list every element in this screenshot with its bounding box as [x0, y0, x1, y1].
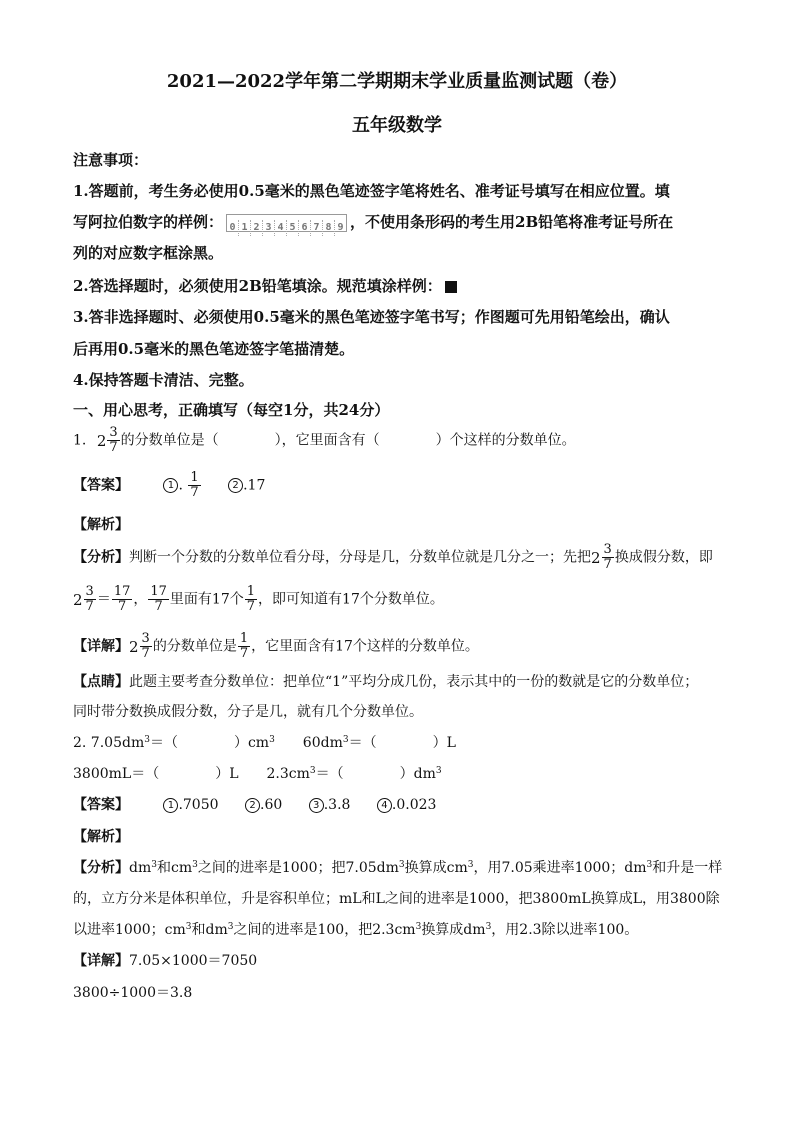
- equals: ＝: [96, 591, 111, 608]
- q1-tip-line-2: 同时带分数换成假分数，分子是几，就有几个分数单位。: [73, 704, 423, 720]
- numerator: 3: [603, 542, 612, 557]
- question-1-text: 的分数单位是（ ），它里面含有（ ）个这样的分数单位。: [120, 432, 576, 449]
- q2-detail-line-2: 3800÷1000＝3.8: [73, 985, 193, 1001]
- text: dm: [129, 860, 152, 876]
- numerator: 1: [190, 470, 199, 485]
- fraction: [107, 426, 119, 455]
- document-title: 2021—2022学年第二学期期末学业质量监测试题（卷）: [166, 71, 628, 92]
- answer-value: .17: [243, 477, 266, 494]
- q1-detail: [73, 632, 479, 661]
- digit-sample: 0: [227, 220, 239, 236]
- circled-number: 2: [245, 798, 260, 813]
- analysis-tag: 【解析】: [73, 829, 129, 845]
- text: 此题主要考查分数单位：把单位“1”平均分成几份，表示其中的一份的数就是它的分数单位；: [129, 674, 699, 690]
- text: 之间的进率是100，把2.3cm: [233, 922, 416, 938]
- text: ＝（ ）cm: [149, 735, 270, 751]
- denominator: 7: [239, 646, 249, 661]
- xiangjie-tag: 【详解】: [73, 953, 129, 969]
- q2-analysis-line-1: [73, 858, 722, 878]
- digit-sample: 4: [275, 220, 287, 236]
- fraction: [112, 585, 133, 614]
- section-1-heading: 一、用心思考，正确填写（每空1分，共24分）: [73, 401, 390, 419]
- answer-value: .60: [260, 797, 283, 813]
- fraction: [245, 585, 257, 614]
- q1-analysis-line-2: [73, 585, 444, 614]
- note-2: [73, 276, 457, 296]
- fraction: [140, 632, 152, 661]
- mixed-whole: 2: [129, 637, 139, 656]
- question-2-line-1: [73, 733, 456, 753]
- denominator: 7: [190, 485, 199, 500]
- denominator: 7: [141, 646, 150, 661]
- digit-sample: 7: [311, 220, 323, 236]
- note-4: 4.保持答题卡清洁、完整。: [73, 371, 254, 389]
- text: 和dm: [191, 922, 228, 938]
- superscript: 3: [185, 922, 192, 932]
- note-1-line-a: 1.答题前，考生务必使用0.5毫米的黑色笔迹签字笔将姓名、准考证号填写在相应位置。填: [73, 182, 670, 200]
- superscript: 3: [646, 860, 653, 870]
- digit-sample: 5: [287, 220, 299, 236]
- fraction: [602, 543, 614, 572]
- answer-tag: 【答案】: [73, 797, 129, 813]
- denominator: 7: [148, 599, 169, 614]
- dianjing-tag: 【点睛】: [73, 674, 129, 690]
- superscript: 3: [192, 860, 198, 870]
- fenxi-tag: 【分析】: [73, 549, 129, 566]
- superscript: 3: [398, 860, 405, 870]
- text: 换算成dm: [421, 922, 486, 938]
- note-2-text: 2.答选择题时，必须使用2B铅笔填涂。规范填涂样例：: [73, 277, 442, 295]
- mixed-whole: 2: [73, 590, 83, 609]
- fraction: [238, 632, 250, 661]
- fraction: [188, 471, 200, 500]
- note-3-line-b: 后再用0.5毫米的黑色笔迹签字笔描清楚。: [73, 340, 355, 358]
- text: 和升是一样: [652, 860, 723, 876]
- digit-sample: 9: [337, 222, 344, 233]
- digit-sample: 6: [299, 220, 311, 236]
- answer-value: .3.8: [323, 797, 351, 813]
- denominator: 7: [246, 599, 256, 614]
- text: 和cm: [156, 860, 193, 876]
- denominator: 7: [112, 599, 133, 614]
- text: 3800mL＝（ ）L 2.3cm: [73, 766, 310, 782]
- superscript: 3: [485, 922, 492, 932]
- digit-sample-box: [226, 214, 347, 232]
- numerator: 17: [113, 584, 131, 599]
- numerator: 17: [150, 584, 167, 599]
- denominator: 7: [603, 557, 612, 572]
- text: 判断一个分数的分数单位看分母，分母是几，分数单位就是几分之一；先把: [129, 549, 591, 566]
- numerator: 1: [246, 584, 256, 599]
- circled-number: 2: [228, 478, 243, 493]
- text: 以进率1000；cm: [73, 922, 186, 938]
- question-number: 1.: [73, 432, 87, 449]
- q1-answer: 【答案】 1 . $\frac{1}{7}$ 2 .17: [73, 470, 266, 500]
- superscript: 3: [151, 860, 157, 870]
- note-1-line-b: [73, 212, 673, 232]
- text: 里面有17个: [169, 591, 244, 608]
- note-1-text-c: ，不使用条形码的考生用2B铅笔将准考证号所在: [350, 213, 674, 231]
- q2-answer: [73, 795, 436, 815]
- note-1-text-b: 写阿拉伯数字的样例：: [73, 213, 224, 231]
- document-subtitle: 五年级数学: [352, 115, 442, 136]
- fraction: [148, 585, 169, 614]
- answer-value: .7050: [178, 797, 219, 813]
- superscript: 3: [467, 860, 474, 870]
- numerator: 3: [141, 631, 150, 646]
- text: 换成假分数，即: [614, 549, 713, 566]
- question-2-line-2: [73, 764, 442, 784]
- circled-number: 1: [163, 798, 178, 813]
- superscript: 3: [269, 735, 275, 745]
- xiangjie-tag: 【详解】: [73, 638, 129, 655]
- text: 60dm: [274, 735, 343, 751]
- filled-square-sample-icon: [445, 281, 457, 293]
- mixed-whole: 2: [591, 548, 601, 567]
- analysis-tag: 【解析】: [73, 517, 129, 533]
- superscript: 3: [227, 922, 234, 932]
- text: ，它里面含有17个这样的分数单位。: [251, 638, 479, 655]
- note-1-line-d: 列的对应数字框涂黑。: [73, 244, 224, 262]
- superscript: 3: [435, 766, 442, 776]
- circled-number: 1: [163, 478, 178, 493]
- text: 的分数单位是: [152, 638, 237, 655]
- text: 7.05×1000＝7050: [129, 953, 258, 969]
- mixed-whole: 2: [96, 431, 107, 450]
- fenxi-tag: 【分析】: [73, 860, 129, 876]
- note-3-line-a: 3.答非选择题时、必须使用0.5毫米的黑色笔迹签字笔书写；作图题可先用铅笔绘出，确认: [73, 308, 670, 326]
- numerator: 3: [85, 584, 94, 599]
- question-1: [73, 426, 576, 455]
- text: 2. 7.05dm: [73, 735, 145, 751]
- fraction: [84, 585, 96, 614]
- digit-sample: 1: [239, 220, 251, 236]
- q2-analysis-line-3: [73, 920, 638, 940]
- text: ，用7.05乘进率1000；dm: [473, 860, 647, 876]
- text: ＝（ ）dm: [315, 766, 436, 782]
- superscript: 3: [415, 922, 422, 932]
- circled-number: 3: [309, 798, 324, 813]
- text: ＝（ ）L: [348, 735, 456, 751]
- numerator: 1: [239, 631, 249, 646]
- text: 换算成cm: [404, 860, 468, 876]
- text: ，即可知道有17个分数单位。: [258, 591, 444, 608]
- q2-analysis-line-2: 的，立方分米是体积单位，升是容积单位；mL和L之间的进率是1000，把3800mL换算成L，用3800除: [73, 891, 720, 907]
- text: ，用2.3除以进率100。: [491, 922, 639, 938]
- numerator: 3: [109, 425, 118, 440]
- denominator: 7: [109, 440, 118, 455]
- digit-sample: 3: [263, 220, 275, 236]
- superscript: 3: [309, 766, 316, 776]
- superscript: 3: [144, 735, 150, 745]
- digit-sample: 2: [251, 220, 263, 236]
- digit-sample: 8: [323, 220, 335, 236]
- text: 之间的进率是1000；把7.05dm: [197, 860, 399, 876]
- q1-analysis-line-1: [73, 543, 713, 572]
- comma: ，: [133, 591, 148, 608]
- answer-tag: 【答案】: [73, 477, 129, 494]
- q2-detail-line-1: [73, 951, 257, 971]
- notes-heading: 注意事项：: [73, 151, 149, 169]
- superscript: 3: [342, 735, 349, 745]
- circled-number: 4: [377, 798, 392, 813]
- q1-tip-line-1: [73, 672, 698, 692]
- denominator: 7: [85, 599, 94, 614]
- answer-value: .0.023: [391, 797, 437, 813]
